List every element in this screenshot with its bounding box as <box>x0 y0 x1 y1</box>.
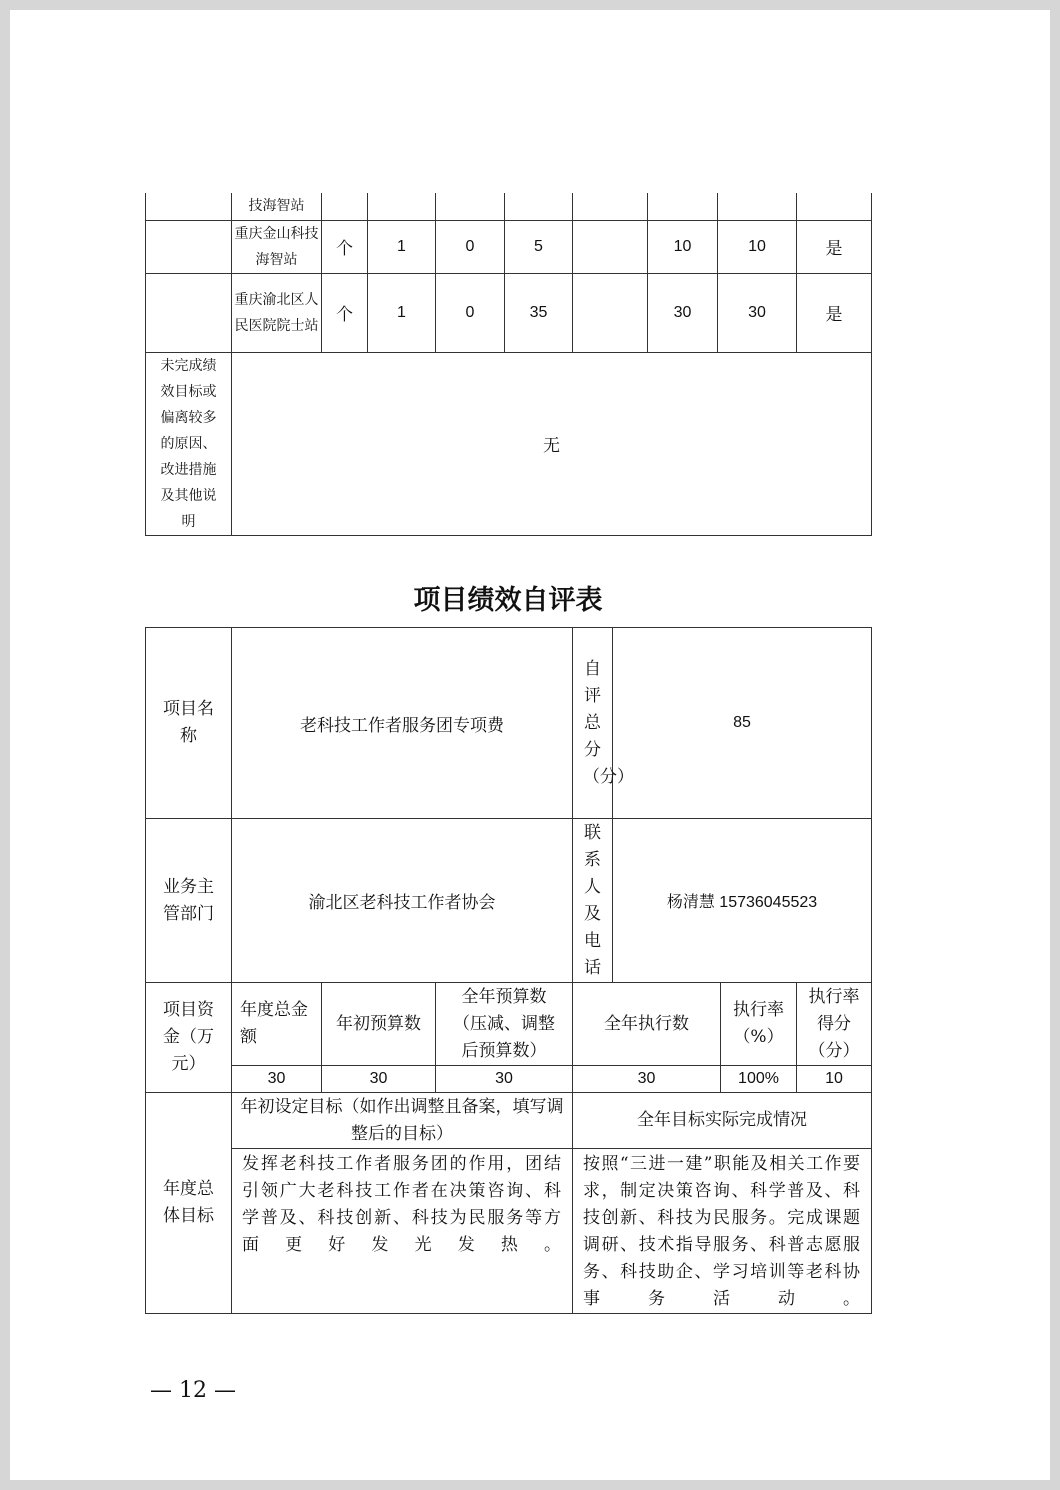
table-row <box>146 1093 872 1149</box>
goal-set-text: 发挥老科技工作者服务团的作用，团结引领广大老科技工作者在决策咨询、科学普及、科技创新、科技为民服务等方面更好发光发热。 <box>232 1149 573 1314</box>
completed-cell: 是 <box>797 273 872 352</box>
value-cell: 1 <box>368 273 436 352</box>
score-value: 85 <box>613 628 872 819</box>
self-eval-table <box>145 627 871 1314</box>
project-name-label: 项目名称 <box>146 628 232 819</box>
value-cell: 5 <box>505 220 573 273</box>
score-label: 自评总分（分） <box>573 628 613 819</box>
table-row <box>146 983 872 1066</box>
table-row <box>146 1066 872 1093</box>
table-row <box>146 819 872 983</box>
value-cell: 30 <box>648 273 718 352</box>
table-row <box>146 1149 872 1314</box>
table-row <box>146 352 872 535</box>
unit-cell: 个 <box>322 220 368 273</box>
value-cell: 35 <box>505 273 573 352</box>
funds-label: 项目资金（万元） <box>146 983 232 1093</box>
dept-value: 渝北区老科技工作者协会 <box>232 819 573 983</box>
funds-value: 30 <box>573 1066 721 1093</box>
indicator-name: 重庆渝北区人民医院院士站 <box>232 273 322 352</box>
value-cell: 30 <box>718 273 797 352</box>
goal-set-header: 年初设定目标（如作出调整且备案，填写调整后的目标） <box>232 1093 573 1149</box>
goal-actual-header: 全年目标实际完成情况 <box>573 1093 872 1149</box>
contact-label: 联系人及电话 <box>573 819 613 983</box>
funds-header: 全年执行数 <box>573 983 721 1066</box>
indicator-name: 重庆金山科技海智站 <box>232 220 322 273</box>
reason-value: 无 <box>232 352 872 535</box>
indicator-table <box>145 193 871 536</box>
goal-actual-text: 按照“三进一建”职能及相关工作要求，制定决策咨询、科学普及、科技创新、科技为民服务。完成课题调研、技术指导服务、科普志愿服务、科技助企、学习培训等老科协事务活动。 <box>573 1149 872 1314</box>
funds-value: 100% <box>721 1066 797 1093</box>
table-row <box>146 628 872 819</box>
value-cell: 10 <box>718 220 797 273</box>
funds-value: 30 <box>232 1066 322 1093</box>
page-number: — 12 — <box>150 1378 236 1403</box>
funds-value: 30 <box>322 1066 436 1093</box>
value-cell: 0 <box>436 220 505 273</box>
funds-header: 年初预算数 <box>322 983 436 1066</box>
value-cell: 0 <box>436 273 505 352</box>
value-cell: 1 <box>368 220 436 273</box>
value-cell: 10 <box>648 220 718 273</box>
unit-cell: 个 <box>322 273 368 352</box>
completed-cell: 是 <box>797 220 872 273</box>
goal-label: 年度总体目标 <box>146 1093 232 1314</box>
table-row <box>146 193 872 220</box>
value-cell <box>573 220 648 273</box>
page-title: 项目绩效自评表 <box>413 585 603 616</box>
table-row <box>146 273 872 352</box>
project-name-value: 老科技工作者服务团专项费 <box>232 628 573 819</box>
value-cell <box>573 273 648 352</box>
funds-value: 30 <box>436 1066 573 1093</box>
funds-header: 年度总金额 <box>232 983 322 1066</box>
table-row <box>146 220 872 273</box>
funds-header: 执行率（%） <box>721 983 797 1066</box>
reason-label: 未完成绩效目标或偏离较多的原因、改进措施及其他说明 <box>146 352 232 535</box>
indicator-name: 技海智站 <box>232 193 322 220</box>
funds-header: 执行率得分（分） <box>797 983 872 1066</box>
dept-label: 业务主管部门 <box>146 819 232 983</box>
contact-value: 杨清慧 15736045523 <box>613 819 872 983</box>
funds-value: 10 <box>797 1066 872 1093</box>
funds-header: 全年预算数（压减、调整后预算数） <box>436 983 573 1066</box>
